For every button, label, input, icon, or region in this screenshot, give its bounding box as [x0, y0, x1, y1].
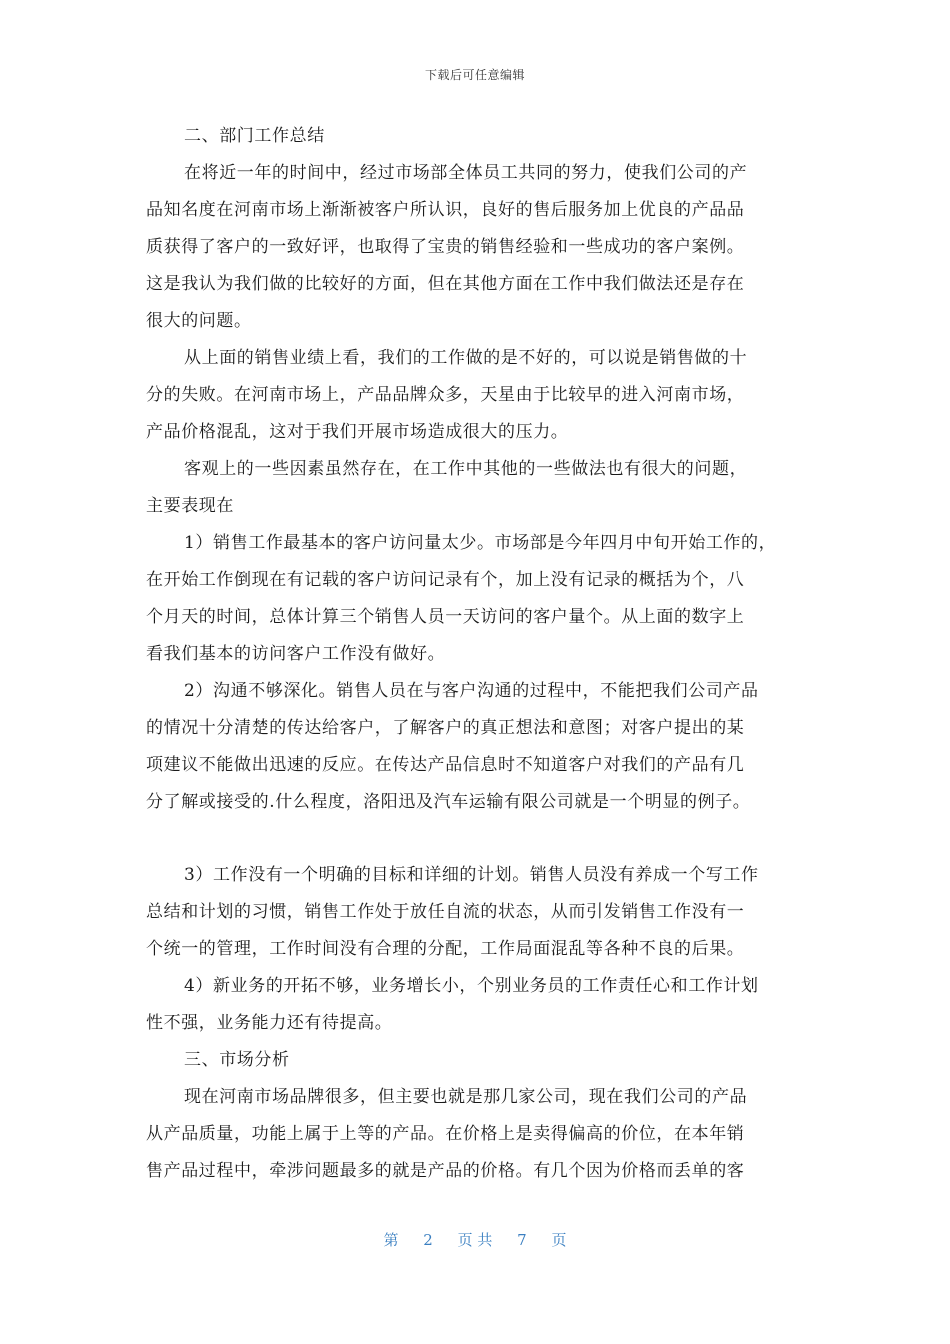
text-line: 客观上的一些因素虽然存在，在工作中其他的一些做法也有很大的问题，	[184, 459, 748, 479]
text-line: 3）工作没有一个明确的目标和详细的计划。销售人员没有养成一个写工作	[184, 865, 759, 885]
text-line: 在开始工作倒现在有记载的客户访问记录有个，加上没有记录的概括为个，八	[146, 570, 745, 590]
text-line: 品知名度在河南市场上渐渐被客户所认识，良好的售后服务加上优良的产品品	[146, 200, 745, 220]
paragraph-6	[146, 857, 812, 968]
text-line: 项建议不能做出迅速的反应。在传达产品信息时不知道客户对我们的产品有几	[146, 755, 745, 775]
footer-suffix: 页	[551, 1231, 567, 1249]
text-line: 质获得了客户的一致好评，也取得了宝贵的销售经验和一些成功的客户案例。	[146, 237, 745, 257]
text-line: 很大的问题。	[146, 311, 252, 331]
section-heading-2: 二、部门工作总结	[184, 126, 325, 146]
page-header: 下载后可任意编辑	[424, 68, 525, 82]
text-line: 分的失败。在河南市场上，产品品牌众多，天星由于比较早的进入河南市场，	[146, 385, 745, 405]
text-line: 的情况十分清楚的传达给客户，了解客户的真正想法和意图；对客户提出的某	[146, 718, 745, 738]
text-line: 分了解或接受的.什么程度，洛阳迅及汽车运输有限公司就是一个明显的例子。	[146, 792, 751, 812]
text-line: 现在河南市场品牌很多，但主要也就是那几家公司，现在我们公司的产品	[184, 1087, 748, 1107]
text-line: 主要表现在	[146, 496, 234, 516]
text-line: 性不强，业务能力还有待提高。	[146, 1013, 393, 1033]
footer-middle: 页 共	[457, 1231, 493, 1249]
text-line: 4）新业务的开拓不够，业务增长小，个别业务员的工作责任心和工作计划	[184, 976, 759, 996]
page-footer	[0, 1229, 950, 1250]
paragraph-gap	[146, 821, 812, 857]
paragraph-5	[146, 673, 812, 821]
paragraph-1	[146, 155, 812, 340]
text-line: 个统一的管理，工作时间没有合理的分配，工作局面混乱等各种不良的后果。	[146, 939, 745, 959]
text-line: 这是我认为我们做的比较好的方面，但在其他方面在工作中我们做法还是存在	[146, 274, 745, 294]
text-line: 看我们基本的访问客户工作没有做好。	[146, 644, 446, 664]
text-line: 从上面的销售业绩上看，我们的工作做的是不好的，可以说是销售做的十	[184, 348, 748, 368]
paragraph-8	[146, 1079, 812, 1190]
text-line: 在将近一年的时间中，经过市场部全体员工共同的努力，使我们公司的产	[184, 163, 748, 183]
text-line: 售产品过程中，牵涉问题最多的就是产品的价格。有几个因为价格而丢单的客	[146, 1161, 745, 1181]
text-line: 总结和计划的习惯，销售工作处于放任自流的状态，从而引发销售工作没有一	[146, 902, 745, 922]
document-body	[146, 118, 812, 1190]
text-line: 产品价格混乱，这对于我们开展市场造成很大的压力。	[146, 422, 569, 442]
text-line: 1）销售工作最基本的客户访问量太少。市场部是今年四月中旬开始工作的，	[184, 533, 777, 553]
text-line: 从产品质量，功能上属于上等的产品。在价格上是卖得偏高的价位，在本年销	[146, 1124, 745, 1144]
paragraph-7	[146, 968, 812, 1042]
paragraph-3	[146, 451, 812, 525]
text-line: 2）沟通不够深化。销售人员在与客户沟通的过程中，不能把我们公司产品	[184, 681, 759, 701]
text-line: 个月天的时间，总体计算三个销售人员一天访问的客户量个。从上面的数字上	[146, 607, 745, 627]
paragraph-2	[146, 340, 812, 451]
section-heading-3: 三、市场分析	[184, 1050, 290, 1070]
total-page-number: 7	[517, 1231, 527, 1249]
footer-prefix: 第	[383, 1231, 399, 1249]
current-page-number: 2	[423, 1231, 433, 1249]
paragraph-4	[146, 525, 812, 673]
